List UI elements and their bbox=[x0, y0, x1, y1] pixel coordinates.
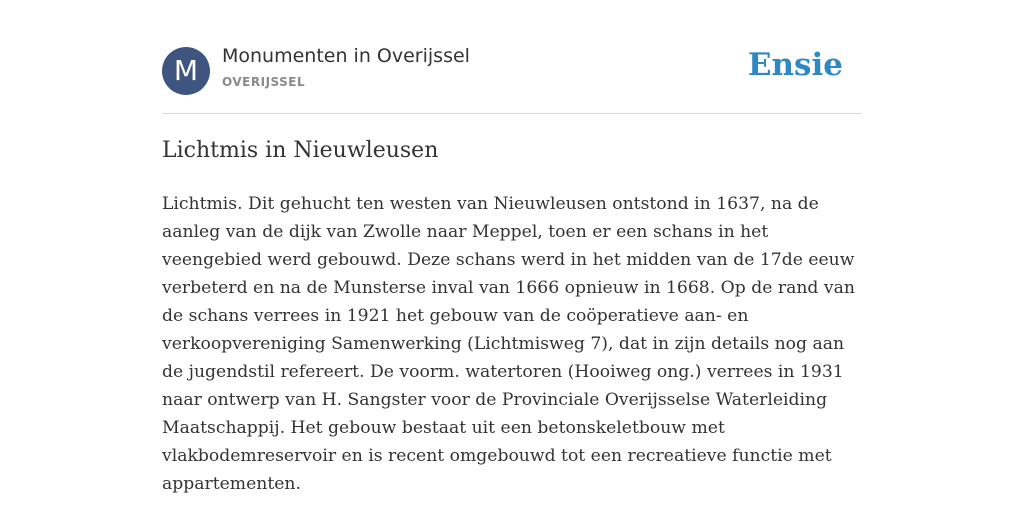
ensie-logo[interactable]: Ensie bbox=[747, 47, 843, 83]
channel-avatar[interactable]: M bbox=[162, 47, 210, 95]
article-card bbox=[162, 0, 862, 494]
card-header bbox=[162, 0, 862, 114]
article-title: Lichtmis in Nieuwleusen bbox=[162, 138, 439, 163]
channel-title[interactable]: Monumenten in Overijssel bbox=[222, 45, 470, 67]
article-body: Lichtmis. Dit gehucht ten westen van Nieuwleusen ontstond in 1637, na de aanleg van de dijk van Zwolle naar Meppel, toen er een schans in het veengebied werd gebouwd. Deze schans werd in het midden van de 17de eeuw verbeterd en na de Munsterse inval van 1666 opnieuw in 1668. Op de rand van de schans verrees in 1921 het gebouw van de coöperatieve aan- en verkoopvereniging Samenwerking (Lichtmisweg 7), dat in zijn details nog aan de jugendstil refereert. De voorm. watertoren (Hooiweg ong.) verrees in 1931 naar ontwerp van H. Sangster voor de Provinciale Overijsselse Waterleiding Maatschappij. Het gebouw bestaat uit een betonskeletbouw met vlakbodemreservoir en is recent omgebouwd tot een recreatieve functie met appartementen. bbox=[162, 194, 855, 494]
channel-subtitle[interactable]: OVERIJSSEL bbox=[222, 75, 306, 89]
